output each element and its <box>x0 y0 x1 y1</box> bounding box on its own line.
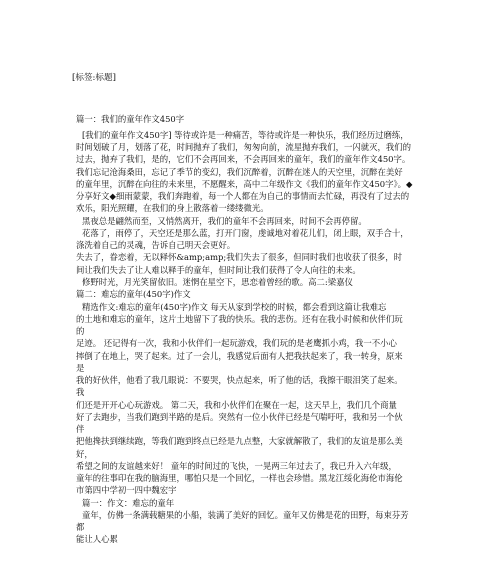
text-line: 好了去跑步，当我们跑到半路的是后。突然有一位小伙伴已经是气喘吁吁，我和另一个伙 <box>76 412 403 422</box>
text-line: 篇二：难忘的童年(450字)作文 <box>76 289 191 299</box>
text-line: 伴 <box>76 424 85 434</box>
text-line: 童年，仿佛一条满载糖果的小船，装满了美好的回忆。童年又仿佛是花的田野，每束芬芳 <box>82 510 409 520</box>
text-line: 我 <box>76 387 85 397</box>
text-line: 涤洗着自己的灵魂，告诉自己明天会更好。 <box>76 240 236 250</box>
text-line: 希望之间的友谊越来好！ 童年的时间过的飞快，一晃两三年过去了，我已升入六年级， <box>76 461 397 471</box>
text-line: 修野时光，月光笑留依旧。迷惘在星空下，思恋着曾经的歌。高二:梁嘉仪 <box>82 277 353 287</box>
text-line: 分享好文◆细雨蒙蒙，我们奔跑着，每一个人都在为自己的事情而去忙碌，再没有了过去的 <box>76 191 410 201</box>
text-line: 的 <box>76 326 85 336</box>
text-line: 我的好伙伴，他看了我几眼说：不要哭，快点起来，听了他的话，我擦干眼泪笑了起来。 <box>76 375 403 385</box>
text-line: 我们忘记沧海桑田，忘记了季节的变幻，我们沉醉着，沉醉在迷人的天空里，沉醉在美好 <box>76 167 403 177</box>
text-line: 篇一：我们的童年作文450字 <box>76 114 185 124</box>
text-line: 好， <box>76 449 93 459</box>
text-line: 花落了，雨停了，天空还是那么蓝，打开门窗，虔诚地对着花儿们，闭上眼，双手合十， <box>82 228 409 238</box>
text-line: [我们的童年作文450字] 等待或许是一种痛苦，等待或许是一种快乐，我们经历过磨练， <box>82 130 409 140</box>
text-line: 欢乐，阳光照耀，在我们的身上散落着一缕缕微光。 <box>76 203 269 213</box>
tag-line: [标签:标题] <box>72 73 116 83</box>
text-line: 篇一：作文：难忘的童年 <box>82 498 175 508</box>
text-line: 童年的往事印在我的脑海里，哪怕只是一个回忆，一样也会珍惜。黑龙江绥化海伦市海伦 <box>76 473 403 483</box>
text-line: 足迹。 还记得有一次，我和小伙伴们一起玩游戏，我们玩的是老鹰抓小鸡，我一不小心 <box>76 338 397 348</box>
text-line: 间让我们失去了让人难以释手的童年，但时间让我们获得了令人向往的未来。 <box>76 265 361 275</box>
text-line: 把他搀扶到继续跑，等我们跑到终点已经是九点整，大家就解散了，我们的友谊是那么美 <box>76 436 403 446</box>
text-line: 的童年里，沉醉在向往的未来里，不愿醒来，高中二年级作文《我们的童年作文450字》。◆ <box>76 179 413 189</box>
text-line: 都 <box>76 522 85 532</box>
text-line: 的土地和难忘的童年，这片土地留下了我的快乐。我的悲伤。还有在我小时候和伙伴们玩 <box>76 314 403 324</box>
text-line: 时间划破了月，划落了花，时间抛弃了我们，匆匆向前，流星抛弃我们，一闪就灭，我们的 <box>76 142 411 152</box>
text-line: 摔倒了在地上，哭了起来。过了一会儿，我感觉后面有人把我扶起来了，我一转身，原来 <box>76 351 403 361</box>
text-line: 们还是开开心心玩游戏。 第二天，我和小伙伴们在聚在一起，这天早上，我们几个商量 <box>76 400 397 410</box>
text-line: 黑夜总是翩然而至，又悄然离开，我们的童年不会再回来，时间不会再停留。 <box>82 216 367 226</box>
text-line: 能让人心累 <box>76 534 118 544</box>
text-line: 精选作文:难忘的童年(450字)作文 每天从家到学校的时候，都会看到这篇让我难忘 <box>82 302 387 312</box>
text-line: 失去了，眷恋着，无以释怀&amp;amp;我们失去了很多，但同时我们也收获了很多，时 <box>76 252 403 262</box>
text-line: 过去，抛弃了我们，是的，它们不会再回来，不会再回来的童年，我们的童年作文450字。 <box>76 154 411 164</box>
text-line: 是 <box>76 363 85 373</box>
text-line: 市第四中学初一四中魏宏宇 <box>76 485 177 495</box>
